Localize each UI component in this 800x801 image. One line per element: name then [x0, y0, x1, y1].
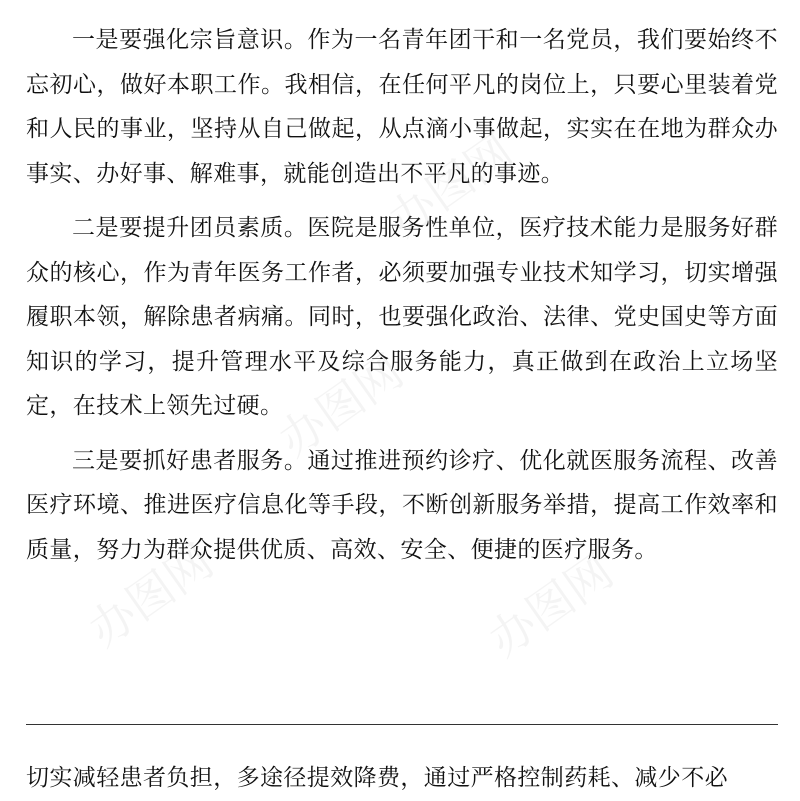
- watermark: 办图网: [268, 343, 413, 468]
- paragraph-2: 二是要提升团员素质。医院是服务性单位，医疗技术能力是服务好群众的核心，作为青年医务工作者，必须要加强专业技术知学习，切实增强履职本领，解除患者病痛。同时，也要强化政治、法律、党史国史等方面知识的学习，提升管理水平及综合服务能力，真正做到在政治上立场坚定，在技术上领先过硬。: [26, 215, 778, 419]
- page-divider: [26, 724, 778, 725]
- watermark: 办图网: [478, 543, 623, 668]
- paragraph-1: 一是要强化宗旨意识。作为一名青年团干和一名党员，我们要始终不忘初心，做好本职工作。我相信，在任何平凡的岗位上，只要心里装着党和人民的事业，坚持从自己做起，从点滴小事做起，实实在在地为群众办事实、办好事、解难事，就能创造出不平凡的事迹。: [26, 27, 778, 187]
- watermark: 办图网: [378, 123, 523, 248]
- paragraph-3: 三是要抓好患者服务。通过推进预约诊疗、优化就医服务流程、改善医疗环境、推进医疗信息化等手段，不断创新服务举措，提高工作效率和质量，努力为群众提供优质、高效、安全、便捷的医疗服务。: [26, 447, 778, 563]
- watermark: 办图网: [78, 533, 223, 658]
- next-page-text: 切实减轻患者负担，多途径提效降费，通过严格控制药耗、减少不必: [26, 765, 728, 791]
- body-text: [26, 18, 778, 572]
